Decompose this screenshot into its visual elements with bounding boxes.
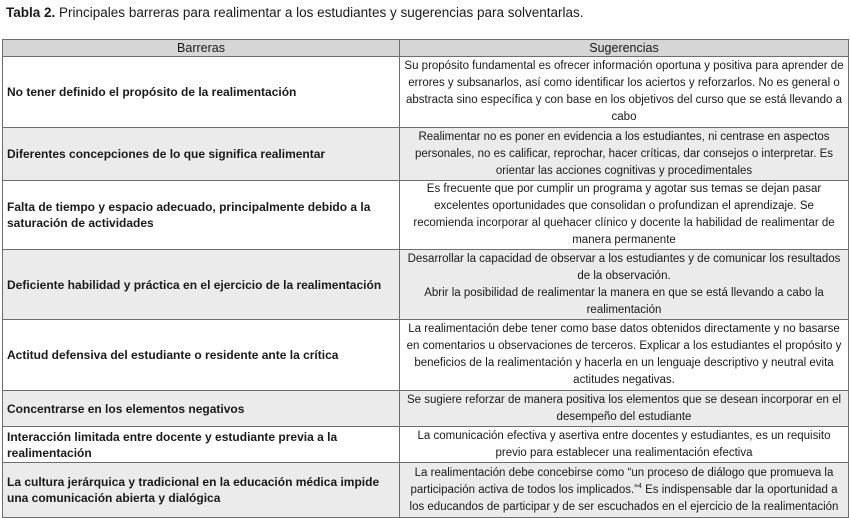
suggestion-text: La realimentación debe concebirse como “un proceso de diálogo que promueva la participación activa de todos los implicados.” <box>410 466 834 496</box>
table-caption <box>6 4 584 22</box>
caption-label: Tabla 2. <box>6 5 56 20</box>
barrier-cell: Falta de tiempo y espacio adecuado, principalmente debido a la saturación de actividades <box>3 181 400 250</box>
table-row <box>3 128 849 181</box>
header-sugerencias: Sugerencias <box>400 40 849 57</box>
barrier-cell: Diferentes concepciones de lo que significa realimentar <box>3 128 400 181</box>
table-row <box>3 181 849 250</box>
barrier-cell: Concentrarse en los elementos negativos <box>3 391 400 427</box>
suggestion-cell: Es frecuente que por cumplir un programa y agotar sus temas se dejan pasar excelentes oportunidades que consolidan o profundizan el aprendizaje. Se recomienda incorporar al quehacer clínico y docente la habilidad de realimentar de manera permanente <box>400 181 849 250</box>
barrier-cell: No tener definido el propósito de la realimentación <box>3 57 400 128</box>
suggestion-paragraph: Desarrollar la capacidad de observar a los estudiantes y de comunicar los resultados de la observación. <box>407 252 841 282</box>
table-header-row <box>3 40 849 57</box>
table-row <box>3 427 849 463</box>
barrier-cell: Deficiente habilidad y práctica en el ejercicio de la realimentación <box>3 250 400 320</box>
suggestion-paragraph: Abrir la posibilidad de realimentar la manera en que se está llevando a cabo la realimentación <box>424 286 824 316</box>
table-row <box>3 250 849 320</box>
suggestion-cell <box>400 463 849 518</box>
suggestion-cell: La realimentación debe tener como base datos obtenidos directamente y no basarse en comentarios u observaciones de terceros. Explicar a los estudiantes el propósito y beneficios de la realimentación y hacerla en un lenguaje descriptivo y neutral evita actitudes negativas. <box>400 320 849 391</box>
table-row <box>3 320 849 391</box>
barrier-cell: Actitud defensiva del estudiante o residente ante la crítica <box>3 320 400 391</box>
barrier-cell: La cultura jerárquica y tradicional en la educación médica impide una comunicación abierta y dialógica <box>3 463 400 518</box>
suggestion-cell <box>400 250 849 320</box>
suggestion-cell: La comunicación efectiva y asertiva entre docentes y estudiantes, es un requisito previo para establecer una realimentación efectiva <box>400 427 849 463</box>
citation-reference: 4 <box>638 482 642 490</box>
suggestion-text: Es indispensable dar la oportunidad a los educandos de participar y de ser escuchados en el ejercicio de la realimentación <box>409 483 839 513</box>
suggestion-cell: Se sugiere reforzar de manera positiva los elementos que se desean incorporar en el desempeño del estudiante <box>400 391 849 427</box>
barriers-table <box>2 39 849 518</box>
table-row <box>3 391 849 427</box>
barrier-cell: Interacción limitada entre docente y estudiante previa a la realimentación <box>3 427 400 463</box>
caption-text: Principales barreras para realimentar a los estudiantes y sugerencias para solventarlas. <box>55 5 584 20</box>
table-row <box>3 57 849 128</box>
suggestion-cell: Realimentar no es poner en evidencia a los estudiantes, ni centrase en aspectos personales, no es calificar, reprochar, hacer críticas, dar consejos o interpretar. Es orientar las acciones cognitivas y procedimentales <box>400 128 849 181</box>
header-barreras: Barreras <box>3 40 400 57</box>
suggestion-cell: Su propósito fundamental es ofrecer información oportuna y positiva para aprender de errores y subsanarlos, así como identificar los aciertos y reforzarlos. No es general o abstracta sino específica y con base en los objetivos del curso que se está llevando a cabo <box>400 57 849 128</box>
table-row <box>3 463 849 518</box>
